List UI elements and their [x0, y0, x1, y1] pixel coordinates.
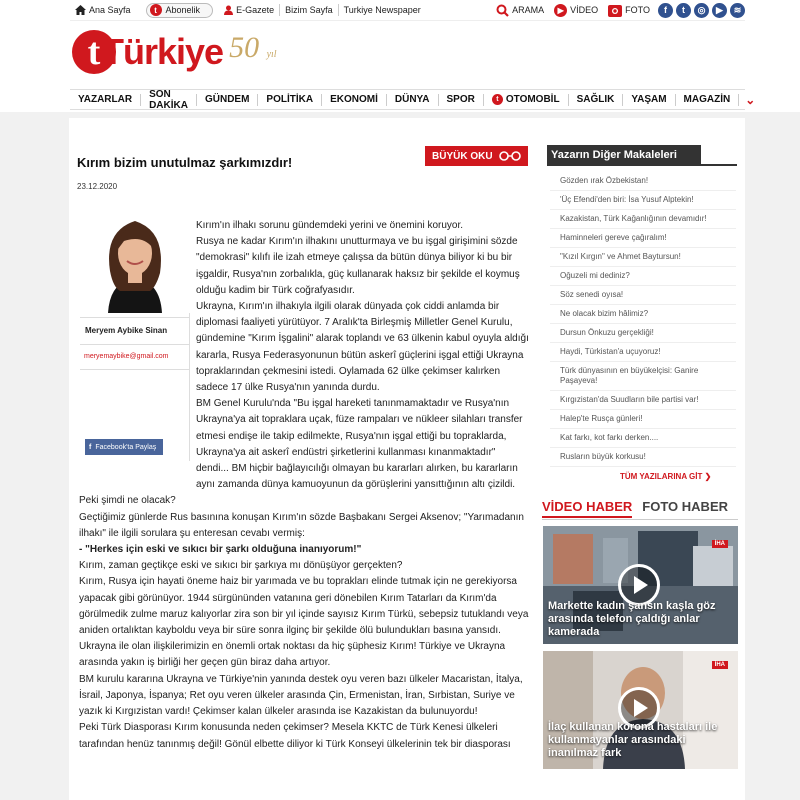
search-link[interactable]: [491, 0, 549, 21]
turkiye-logo-icon: t: [492, 94, 503, 105]
egazete-link[interactable]: [219, 0, 279, 21]
big-read-label: BÜYÜK OKU: [432, 150, 493, 162]
photo-label: FOTO: [625, 5, 650, 15]
sidebar-article-link[interactable]: Kırgızistan'da Suudların bile partisi var!: [550, 391, 736, 410]
video-caption: Markette kadın şansın kaşla göz arasında telefon çaldığı anlar kamerada: [548, 600, 716, 638]
facebook-icon[interactable]: f: [658, 3, 673, 18]
logo-anniversary: [229, 31, 277, 65]
subscribe-button[interactable]: [146, 3, 214, 18]
paragraph: Kırım'ın ilhakı sorunu gündemdeki yerini ve önemini koruyor.: [196, 220, 464, 231]
nav-item-ekonomi[interactable]: EKONOMİ: [322, 94, 387, 106]
video-caption: İlaç kullanan korona hastaları ile kullanmayanlar arasındaki inanılmaz fark: [548, 721, 718, 759]
article-date: 23.12.2020: [77, 182, 118, 191]
user-icon: [224, 5, 233, 15]
video-link[interactable]: [549, 0, 603, 21]
twitter-icon[interactable]: t: [676, 3, 691, 18]
glasses-icon: [499, 151, 521, 161]
paragraph: Peki Türk Diasporası Kırım konusunda neden çekimser? Mesela KKTC de Türk Kenesi ülkeleri tarafından henüz tanınmış değil! Gönül elbette diliyor ki Türk Konseyi ülkelerinin tek bir diasporası: [79, 722, 511, 750]
sidebar-article-link[interactable]: Rusların büyük korkusu!: [550, 448, 736, 467]
paragraph: Kırım, zaman geçtikçe eski ve sıkıcı bir şarkıya mı dönüşüyor gerçekten?: [79, 560, 403, 572]
youtube-icon[interactable]: ▶: [712, 3, 727, 18]
facebook-icon: f: [89, 443, 92, 451]
news-agency-badge: İHA: [712, 661, 728, 669]
nav-item-yazarlar[interactable]: YAZARLAR: [70, 94, 141, 106]
paragraph: Peki şimdi ne olacak?: [79, 495, 176, 507]
paragraph: BM kurulu kararına Ukrayna ve Türkiye'nin yanında destek oyu veren bazı ülkeler Macaristan, İtalya, İsrail, Japonya, İspanya; Ret oyu veren ülkeler arasında Çin, Ermenistan, İran, Sırbistan, Suriye ve yazık ki Kırgızistan vardı! Çekimser kalan ülkeler arasında ise Kazakistan da bulunuyordu!: [79, 673, 523, 718]
subscribe-label: Abonelik: [165, 5, 201, 15]
paragraph: Rusya ne kadar Kırım'ın ilhakını unutturmaya ve bu işgal girişimini sözde "demokrasi" kılıfı ile izah etmeye çalışsa da bütün dünya biliyor ki bu bir işgaldir, Rusya'nın zorbalıkla, güç kullanarak haksız bir şekilde el koymuş olduğu kadim bir Türk coğrafyasıdır.: [196, 236, 520, 296]
tab-foto-haber[interactable]: FOTO HABER: [642, 499, 729, 514]
sidebar-article-link[interactable]: 'Üç Efendi'den biri: İsa Yusuf Alptekin!: [550, 191, 736, 210]
camera-icon: [608, 4, 622, 17]
nav-item-otomobil[interactable]: t OTOMOBİL: [484, 94, 569, 106]
paragraph: Geçtiğimiz günlerde Rus basınına konuşan Kırım'ın sözde Başbakanı Sergei Aksenov; "Yarımadanın ilhakı" ile ilgili sorulara şu enteresan cevabı vermiş:: [79, 511, 524, 539]
nav-item-politika[interactable]: POLİTİKA: [258, 94, 322, 106]
search-icon: [496, 4, 509, 17]
logo-anniversary-sub: yıl: [266, 49, 277, 60]
sidebar-article-link[interactable]: Haydi, Türkistan'a uçuyoruz!: [550, 343, 736, 362]
rss-icon[interactable]: ≋: [730, 3, 745, 18]
video-label: VİDEO: [570, 5, 599, 15]
media-tabs: [542, 499, 728, 518]
sidebar-article-link[interactable]: Dursun Önkuzu gerçekliği!: [550, 324, 736, 343]
site-logo[interactable]: [72, 30, 277, 74]
play-icon: ▶: [554, 4, 567, 17]
nav-item-magazin[interactable]: MAGAZİN: [676, 94, 740, 106]
author-name[interactable]: Meryem Aybike Sinan: [85, 326, 168, 335]
top-bar: [70, 0, 745, 21]
paragraph: Ukrayna ile olan ilişkilerimizin en önemli ortak noktası da hiç şüphesiz Kırım! Türkiye ve Ukrayna arasında yakın iş birliği her geçen gün biraz daha artıyor.: [79, 641, 506, 669]
nav-item-dunya[interactable]: DÜNYA: [387, 94, 439, 106]
sidebar-article-link[interactable]: Oğuzeli mi dediniz?: [550, 267, 736, 286]
home-icon: [75, 5, 86, 15]
all-writings-link[interactable]: TÜM YAZILARINA GİT ❯: [620, 472, 712, 481]
newspaper-link[interactable]: [339, 0, 426, 21]
sidebar-article-link[interactable]: Söz senedi oyısa!: [550, 286, 736, 305]
logo-brand: Türkiye: [102, 31, 224, 72]
nav-item-spor[interactable]: SPOR: [439, 94, 484, 106]
nav-item-gundem[interactable]: GÜNDEM: [197, 94, 258, 106]
bizim-sayfa-label: Bizim Sayfa: [285, 5, 333, 15]
video-card[interactable]: [543, 526, 738, 644]
sidebar-article-link[interactable]: Kazakistan, Türk Kağanlığının devamıdır!: [550, 210, 736, 229]
sidebar-article-link[interactable]: Kat farkı, kot farkı derken....: [550, 429, 736, 448]
sidebar-title: Yazarın Diğer Makaleleri: [547, 145, 701, 164]
sidebar-article-link[interactable]: Türk dünyasının en büyükelçisi: Ganire Paşayeva!: [550, 362, 736, 391]
author-email[interactable]: meryemaybike@gmail.com: [84, 353, 169, 360]
logo-anniversary-number: 50: [229, 31, 260, 64]
sidebar-article-link[interactable]: Ne olacak bizim hâlimiz?: [550, 305, 736, 324]
tab-video-haber[interactable]: VİDEO HABER: [542, 499, 632, 518]
sidebar-article-link[interactable]: Haminneleri gereve çağıralım!: [550, 229, 736, 248]
sidebar-article-list: [550, 172, 736, 467]
sidebar-article-link[interactable]: Halep'te Rusça günleri!: [550, 410, 736, 429]
egazete-label: E-Gazete: [236, 5, 275, 15]
photo-link[interactable]: [603, 0, 655, 21]
video-card[interactable]: [543, 651, 738, 769]
facebook-share-label: Facebook'ta Paylaş: [95, 443, 157, 451]
nav-item-yasam[interactable]: YAŞAM: [623, 94, 675, 106]
bizim-sayfa-link[interactable]: [280, 0, 338, 21]
logo-mark: t: [72, 30, 116, 74]
news-agency-badge: İHA: [712, 540, 728, 548]
paragraph: Kırım, Rusya için hayati öneme haiz bir yarımada ve bu toprakları elinde tutmak için ne gerekiyorsa yapacak gibi görünüyor. 1944 sürgününden vatanına geri dönebilen Kırım Tatarları da Kırım'da görülmedik zulme maruz kalıyorlar zira son bir yıl içinde sayısız Kırım Türkü, sebepsiz tutuklandı veya aniden ortalıktan kayboldu veya bir süre sonra ilginç bir şekilde ölü bulundukları basına yansıdı.: [79, 576, 529, 637]
quote: - "Herkes için eski ve sıkıcı bir şarkı olduğuna inanıyorum!": [79, 544, 362, 556]
instagram-icon[interactable]: ◎: [694, 3, 709, 18]
article-body: [79, 218, 529, 753]
paragraph: Ukrayna, Kırım'ın ilhakıyla ilgili olarak dünyada çok ciddi anlamda bir diplomasi faaliyeti yürütüyor. 7 Aralık'ta Birleşmiş Milletler Genel Kurulu, gündemine "Kırım İşgalini" alarak toplandı ve 63 ülkenin kabul oyuyla aldığı kararla, Rusya Federasyonunun bütün askerî güçlerini işgal ettiği Ukrayna topraklarından çekmesini istedi. Oylamada 62 ülke çekimser kalırken sadece 17 ülke Rusya'nın yanında durdu.: [196, 301, 529, 394]
sidebar-article-link[interactable]: "Kızıl Kırgın" ve Ahmet Baytursun!: [550, 248, 736, 267]
big-read-button[interactable]: [425, 146, 528, 166]
article-title: Kırım bizim unutulmaz şarkımızdır!: [77, 155, 293, 170]
nav-item-saglik[interactable]: SAĞLIK: [569, 94, 624, 106]
newspaper-label: Turkiye Newspaper: [343, 5, 421, 15]
paragraph: BM Genel Kurulu'nda "Bu işgal hareketi tanınmamaktadır ve Rusya'nın Ukrayna'ya ait topraklara uçak, füze rampaları ve nükleer silahları transfer etmesi endişe ile takip edilmekte, Rusya'nın işgal ettiği bu topraklarda, Ukrayna'ya ait askerî endüstri şirketlerini kullanması kınanmaktadır" dendi... BM hiçbir bağlayıcılığı olmayan bu kararları alırken, bu kararların aynı zamanda dünya kamuoyunun da görüşlerini yansıttığının altı çizildi.: [196, 398, 523, 491]
main-nav: [70, 88, 756, 111]
sidebar-article-link[interactable]: Gözden ırak Özbekistan!: [550, 172, 736, 191]
home-link[interactable]: [70, 0, 136, 21]
home-label: Ana Sayfa: [89, 5, 131, 15]
search-label: ARAMA: [512, 5, 545, 15]
turkiye-logo-icon: t: [150, 4, 162, 16]
chevron-down-icon[interactable]: ⌄: [745, 92, 756, 107]
nav-item-son-dakika[interactable]: SON DAKİKA: [141, 94, 197, 106]
